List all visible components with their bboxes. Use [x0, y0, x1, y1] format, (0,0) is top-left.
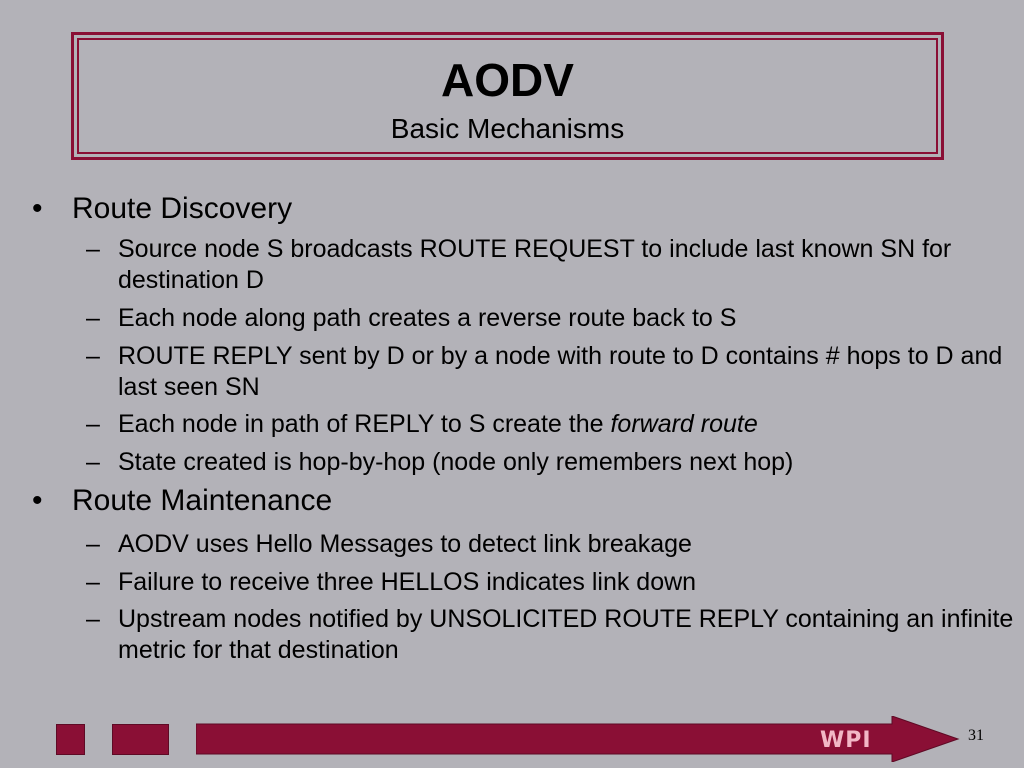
subitem-text-plain: Each node in path of REPLY to S create the — [118, 410, 611, 438]
bullet-text: Route Maintenance — [72, 484, 333, 517]
dash-icon: – — [86, 304, 100, 332]
title-box — [71, 32, 944, 160]
subitem-text-emphasis: forward route — [610, 410, 758, 438]
dash-icon: – — [86, 605, 100, 633]
dash-icon: – — [86, 448, 100, 476]
slide-title: AODV — [441, 54, 574, 106]
subitem — [86, 604, 1016, 666]
subitem-text: Source node S broadcasts ROUTE REQUEST to include last known SN for destination D — [118, 235, 952, 294]
subitem — [86, 409, 1016, 440]
subitem-text: Upstream nodes notified by UNSOLICITED ROUTE REPLY containing an infinite metric for that destination — [118, 605, 1014, 664]
subitem-text: ROUTE REPLY sent by D or by a node with route to D contains # hops to D and last seen SN — [118, 342, 1003, 401]
subitem — [86, 234, 1016, 296]
subitem — [86, 447, 1016, 478]
dash-icon: – — [86, 342, 100, 370]
bullet-dot-icon: • — [32, 192, 43, 225]
bullet-text: Route Discovery — [72, 192, 293, 225]
wpi-logo: WPI — [820, 728, 872, 753]
subitem-text: State created is hop-by-hop (node only remembers next hop) — [118, 448, 794, 476]
subitem — [86, 529, 1016, 560]
dash-icon: – — [86, 568, 100, 596]
dash-icon: – — [86, 530, 100, 558]
footer-square-large — [112, 724, 169, 755]
subitem-text — [118, 409, 1016, 440]
footer-square-small — [56, 724, 85, 755]
slide-subtitle: Basic Mechanisms — [390, 113, 625, 144]
subitem — [86, 567, 1016, 598]
subitem — [86, 303, 1016, 334]
subitem-text: AODV uses Hello Messages to detect link breakage — [118, 530, 692, 558]
subitem-text: Each node along path creates a reverse route back to S — [118, 304, 737, 332]
subitem-text: Failure to receive three HELLOS indicates link down — [118, 568, 697, 596]
dash-icon: – — [86, 235, 100, 263]
dash-icon: – — [86, 410, 100, 438]
page-number: 31 — [968, 727, 984, 744]
subitem — [86, 341, 1016, 403]
bullet-dot-icon: • — [32, 484, 43, 517]
